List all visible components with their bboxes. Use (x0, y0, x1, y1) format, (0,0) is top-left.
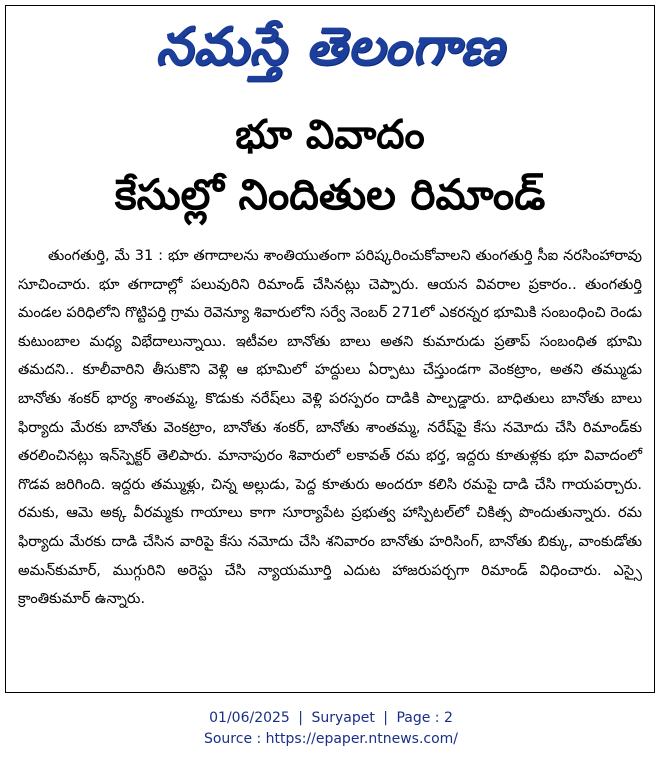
footer-date: 01/06/2025 (209, 710, 290, 726)
masthead (6, 10, 654, 86)
headline-line-2: కేసుల్లో నిందితుల రిమాండ్ (114, 170, 546, 219)
headline-line-1: భూ వివాదం (235, 112, 425, 158)
footer-separator: | (298, 710, 303, 726)
newspaper-clipping (5, 5, 655, 693)
article-body: తుంగతుర్తి, మే 31 : భూ తగాదాలను శాంతియుతంగా పరిష్కరించుకోవాలని తుంగతుర్తి సీఐ నరసింహారావు సూచించారు. భూ తగాదాల్లో పలువురిని రిమాండ్ చేసినట్లు చెప్పారు. ఆయన వివరాల ప్రకారం.. తుంగతుర్తి మండల పరిధిలోని గొట్టిపర్తి గ్రామ రెవెన్యూ శివారులోని సర్వే నెంబర్ 271లో ఎకరన్నర భూమికి సంబంధించి రెండు కుటుంబాల మధ్య విభేదాలున్నాయి. ఇటీవల బానోతు బాలు అతని కుమారుడు ప్రతాప్ సంబంధిత భూమి తమదని.. కూలీవారిని తీసుకొని వెళ్లి ఆ భూమిలో హద్దులు ఏర్పాటు చేస్తుండగా వెంకట్రాం, అతని తమ్ముడు బానోతు శంకర్ భార్య శాంతమ్మ, కొడుకు నరేష్‌లు వెళ్లి పరస్పరం దాడికి పాల్పడ్డారు. బాధితులు బానోతు బాలు ఫిర్యాదు మేరకు బానోతు వెంకట్రాం, బానోతు శంకర్, బానోతు శాంతమ్మ, నరేష్‌పై కేసు నమోదు చేసి రిమాండ్‌కు తరలించినట్లు ఇన్‌స్పెక్టర్ తెలిపారు. మానాపురం శివారులో లకావత్ రమ భర్త, ఇద్దరు కూతుళ్లకు భూ వివాదంలో గొడవ జరిగింది. ఇద్దరు తమ్ముళ్లు, చిన్న అల్లుడు, పెద్ద కూతురు అందరూ కలిసి రమపై దాడి చేసి గాయపర్చారు. రమకు, ఆమె అక్క వీరమ్మకు గాయాలు కాగా సూర్యాపేట ప్రభుత్వ హాస్పిటల్‌లో చికిత్స పొందుతున్నారు. రమ ఫిర్యాదు మేరకు దాడి చేసిన వారిపై కేసు నమోదు చేసి శనివారం బానోతు హరిసింగ్, బానోతు బిక్కు, వాంకుడోతు అమన్‌కుమార్, ముగ్గురిని అరెస్టు చేసి న్యాయమూర్తి ఎదుట హాజరుపర్చగా రిమాండ్ విధించారు. ఎస్సై క్రాంతికుమార్ ఉన్నారు. (18, 248, 642, 608)
footer-source: Source : https://epaper.ntnews.com/ (203, 731, 459, 747)
footer-separator: | (383, 710, 388, 726)
footer-page: Page : 2 (396, 710, 453, 726)
footer-meta (0, 709, 662, 727)
footer-edition: Suryapet (311, 710, 375, 726)
newspaper-logo: నమస్తే తెలంగాణ (155, 17, 505, 77)
